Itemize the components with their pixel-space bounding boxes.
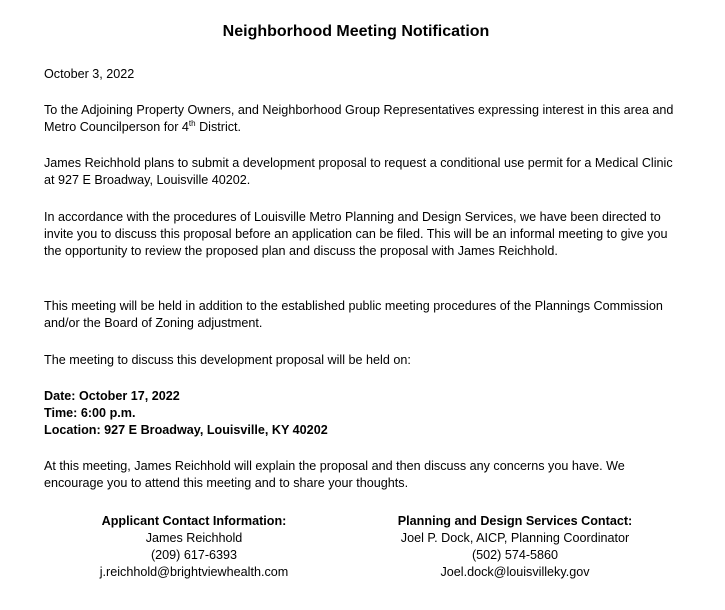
applicant-contact-block [62, 513, 326, 581]
proposal-paragraph: James Reichhold plans to submit a development proposal to request a conditional use permit for a Medical Clinic at 927 E Broadway, Louisville 40202. [44, 156, 673, 187]
ordinal-suffix: th [188, 118, 196, 128]
applicant-email: j.reichhold@brightviewhealth.com [99, 565, 289, 579]
additional-paragraph: This meeting will be held in addition to the established public meeting procedures of the Plannings Commission and/or the Board of Zoning adjustment. [44, 299, 663, 330]
planning-contact-block [383, 513, 647, 581]
applicant-contact-heading: Applicant Contact Information: [101, 514, 287, 528]
meeting-time: Time: 6:00 p.m. [44, 406, 136, 420]
planning-contact-name: Joel P. Dock, AICP, Planning Coordinator [400, 531, 630, 545]
letter-date: October 3, 2022 [44, 67, 135, 81]
explain-paragraph: At this meeting, James Reichhold will explain the proposal and then discuss any concerns you have. We encourage you to attend this meeting and to share your thoughts. [44, 459, 625, 490]
salutation-text: To the Adjoining Property Owners, and Neighborhood Group Representatives expressing interest in this area and Metro Councilperson for 4 [44, 103, 674, 134]
planning-contact-heading: Planning and Design Services Contact: [397, 514, 633, 528]
planning-contact-phone: (502) 574-5860 [471, 548, 559, 562]
procedures-paragraph: In accordance with the procedures of Louisville Metro Planning and Design Services, we have been directed to invite you to discuss this proposal before an application can be filed. This will be an informal meeting to give you the opportunity to review the proposed plan and discuss the proposal with James Reichhold. [44, 210, 668, 258]
page-title: Neighborhood Meeting Notification [222, 23, 490, 40]
salutation-paragraph [44, 102, 684, 136]
held-on-paragraph: The meeting to discuss this development proposal will be held on: [44, 353, 411, 367]
salutation-end: District. [195, 120, 242, 134]
meeting-date: Date: October 17, 2022 [44, 389, 180, 403]
meeting-location: Location: 927 E Broadway, Louisville, KY 40202 [44, 423, 328, 437]
planning-contact-email: Joel.dock@louisvilleky.gov [440, 565, 590, 579]
applicant-name: James Reichhold [145, 531, 243, 545]
applicant-phone: (209) 617-6393 [150, 548, 238, 562]
